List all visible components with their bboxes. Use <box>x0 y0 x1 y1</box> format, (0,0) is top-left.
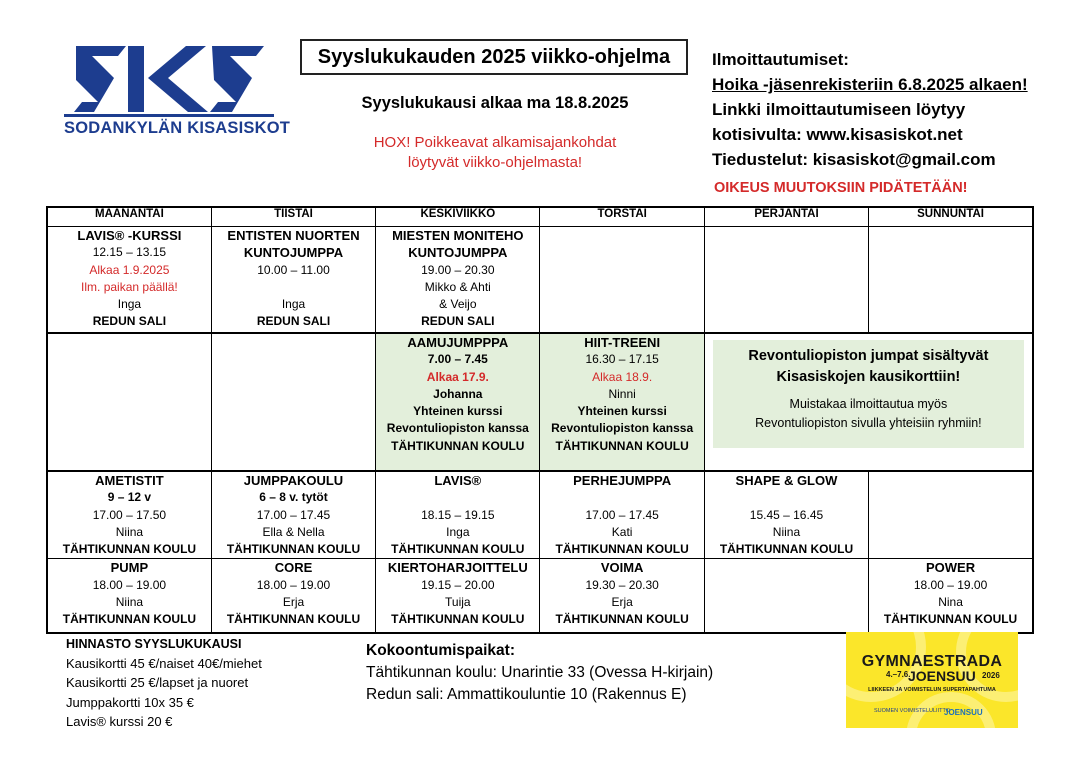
empty-cell <box>47 333 211 471</box>
class-time: 19.30 – 20.30 <box>585 577 659 592</box>
page-title: Syyslukukauden 2025 viikko-ohjelma <box>300 39 688 75</box>
class-place: TÄHTIKUNNAN KOULU <box>391 612 525 627</box>
rights-notice: OIKEUS MUUTOKSIIN PIDÄTETÄÄN! <box>714 180 968 196</box>
class-cell-power <box>869 559 1033 634</box>
promo-note <box>719 395 1018 433</box>
class-name: VOIMA <box>600 560 644 576</box>
class-place: TÄHTIKUNNAN KOULU <box>883 612 1018 627</box>
class-name: POWER <box>926 560 976 576</box>
places-title: Kokoontumispaikat: <box>366 642 515 659</box>
day-header: KESKIVIIKKO <box>376 207 540 227</box>
meeting-places <box>366 640 713 706</box>
class-instructor: Tuija <box>445 595 471 610</box>
class-course: Yhteinen kurssi <box>413 404 503 419</box>
class-cell-ametistit <box>47 471 211 559</box>
class-name: AMETISTIT <box>95 473 164 488</box>
promo-cell <box>704 333 1033 471</box>
day-header: SUNNUNTAI <box>869 207 1033 227</box>
pricing-item: Kausikortti 45 €/naiset 40€/miehet <box>66 656 262 672</box>
gymnaestrada-badge <box>846 632 1018 728</box>
schedule-row <box>47 227 1033 334</box>
pricing-item: Kausikortti 25 €/lapset ja nuoret <box>66 675 249 691</box>
class-name: KIERTOHARJOITTELU <box>387 560 528 576</box>
class-cell-aamujumppa <box>376 333 540 471</box>
class-place: TÄHTIKUNNAN KOULU <box>391 438 525 453</box>
day-header-row <box>47 207 1033 227</box>
weekly-schedule <box>46 206 1034 634</box>
class-instructor: Nina <box>938 595 963 610</box>
class-instructor: Niina <box>115 524 144 539</box>
empty-cell <box>704 227 868 334</box>
class-place: REDUN SALI <box>256 314 331 329</box>
badge-city: JOENSUU <box>908 668 976 684</box>
class-cell-perhejumppa <box>540 471 704 559</box>
class-instructor: Johanna <box>433 386 483 401</box>
class-cell-jumppakoulu <box>211 471 375 559</box>
class-instructor: Erja <box>282 595 305 610</box>
badge-year: 2026 <box>982 671 1000 680</box>
logo-text: SODANKYLÄN KISASISKOT <box>64 119 291 137</box>
class-cell-lavis <box>376 471 540 559</box>
class-place: TÄHTIKUNNAN KOULU <box>226 542 361 557</box>
voimisteluliitto-logo: SUOMEN VOIMISTELULIITTO <box>874 708 950 714</box>
class-instructor: Inga <box>281 297 306 312</box>
registration-info <box>712 47 1072 172</box>
class-course: Yhteinen kurssi <box>577 404 667 419</box>
class-name: AAMUJUMPPPA <box>407 335 509 350</box>
class-course: Revontuliopiston kanssa <box>386 421 529 436</box>
class-name: ENTISTEN NUORTEN <box>227 228 360 243</box>
hox-line: HOX! Poikkeavat alkamisajankohdat <box>373 134 617 151</box>
class-time: 12.15 – 13.15 <box>92 245 167 260</box>
class-time: 19.15 – 20.00 <box>421 577 495 592</box>
class-cell-pump <box>47 559 211 634</box>
website-link[interactable]: kotisivulta: www.kisasiskot.net <box>712 125 963 144</box>
class-instructor: Ella & Nella <box>262 524 325 539</box>
class-place: REDUN SALI <box>92 314 167 329</box>
class-course: Revontuliopiston kanssa <box>551 421 694 436</box>
class-time: 19.00 – 20.30 <box>421 262 495 277</box>
badge-title: GYMNAESTRADA <box>861 653 1003 670</box>
class-instructor: Inga <box>446 524 470 539</box>
class-age: 9 – 12 v <box>107 490 152 505</box>
class-cell-hiit-treeni <box>540 333 704 471</box>
day-header: PERJANTAI <box>704 207 868 227</box>
class-place: TÄHTIKUNNAN KOULU <box>62 542 197 557</box>
class-time: 18.00 – 19.00 <box>256 577 331 592</box>
class-name: PERHEJUMPPA <box>573 473 672 488</box>
class-name: MIESTEN MONITEHO <box>392 228 524 243</box>
class-name: JUMPPAKOULU <box>243 473 344 488</box>
promo-heading: Kisasiskojen kausikorttiin! <box>776 369 961 385</box>
class-cell-kuntojumppa <box>211 227 375 334</box>
class-time: 16.30 – 17.15 <box>585 352 659 367</box>
day-header: MAANANTAI <box>47 207 211 227</box>
empty-cell <box>869 227 1033 334</box>
class-place: REDUN SALI <box>421 314 495 329</box>
class-instructor: Mikko & Ahti <box>424 279 491 294</box>
schedule-row <box>47 471 1033 559</box>
class-instructor: Niina <box>772 524 801 539</box>
registration-heading: Ilmoittautumiset: <box>712 50 849 69</box>
class-cell-kiertoharjoittelu <box>376 559 540 634</box>
class-time: 18.00 – 19.00 <box>913 577 988 592</box>
class-note: Alkaa 1.9.2025 <box>89 262 170 277</box>
class-instructor: & Veijo <box>439 297 477 312</box>
class-time: 17.00 – 17.50 <box>92 507 167 522</box>
class-name: HIIT-TREENI <box>584 335 661 350</box>
class-name: LAVIS® -KURSSI <box>77 228 182 243</box>
class-cell-miesten-moniteho <box>376 227 540 334</box>
empty-cell <box>540 227 704 334</box>
place-item: Redun sali: Ammattikouluntie 10 (Rakennus E) <box>366 686 687 703</box>
class-instructor: Erja <box>611 595 633 610</box>
class-cell-core <box>211 559 375 634</box>
class-time: 17.00 – 17.45 <box>256 507 331 522</box>
pricing-title: HINNASTO SYYSLUKUKAUSI <box>66 637 242 651</box>
class-place: TÄHTIKUNNAN KOULU <box>226 612 361 627</box>
class-place: TÄHTIKUNNAN KOULU <box>555 612 689 627</box>
class-place: TÄHTIKUNNAN KOULU <box>391 542 525 557</box>
pricing-item: Jumppakortti 10x 35 € <box>66 694 194 710</box>
promo-note-line: Revontuliopiston sivulla yhteisiin ryhmiin! <box>755 416 982 430</box>
class-instructor: Ninni <box>608 386 636 401</box>
class-note: Alkaa 17.9. <box>426 369 489 384</box>
class-time: 10.00 – 11.00 <box>257 262 330 277</box>
place-item: Tähtikunnan koulu: Unarintie 33 (Ovessa H-kirjain) <box>366 664 714 681</box>
contact-email[interactable]: Tiedustelut: kisasiskot@gmail.com <box>712 150 996 169</box>
class-note: Alkaa 18.9. <box>592 369 653 384</box>
pricing-section <box>66 635 262 731</box>
class-instructor: Inga <box>117 297 142 312</box>
promo-note-line: Muistakaa ilmoittautua myös <box>789 397 948 411</box>
badge-subtitle: LIIKKEEN JA VOIMISTELUN SUPERTAPAHTUMA <box>868 687 996 693</box>
day-header: TORSTAI <box>540 207 704 227</box>
class-name: PUMP <box>110 560 149 576</box>
class-time: 15.45 – 16.45 <box>749 507 824 522</box>
hox-notice <box>300 133 690 173</box>
pricing-item: Lavis® kurssi 20 € <box>66 713 173 729</box>
class-note: Ilm. paikan päällä! <box>81 279 178 294</box>
class-place: TÄHTIKUNNAN KOULU <box>719 542 854 557</box>
badge-dates: 4.–7.6. <box>886 670 911 679</box>
empty-cell <box>869 471 1033 559</box>
class-name: SHAPE & GLOW <box>735 473 838 488</box>
class-cell-voima <box>540 559 704 634</box>
class-instructor: Kati <box>611 524 633 539</box>
joensuu-logo: JOENSUU <box>944 708 983 717</box>
promo-heading: Revontuliopiston jumpat sisältyvät <box>748 348 989 364</box>
class-instructor: Niina <box>115 595 144 610</box>
class-cell-lavis-kurssi <box>47 227 211 334</box>
class-name: CORE <box>274 560 313 576</box>
empty-cell <box>704 559 868 634</box>
hox-line: löytyvät viikko-ohjelmasta! <box>407 154 583 171</box>
class-place: TÄHTIKUNNAN KOULU <box>62 612 197 627</box>
class-name: KUNTOJUMPPA <box>243 245 344 261</box>
class-age: 6 – 8 v. tytöt <box>259 490 328 505</box>
revontuliopisto-promo <box>713 340 1024 448</box>
class-place: TÄHTIKUNNAN KOULU <box>555 438 689 453</box>
schedule-row <box>47 559 1033 634</box>
class-time: 18.00 – 19.00 <box>92 577 167 592</box>
class-place: TÄHTIKUNNAN KOULU <box>555 542 689 557</box>
class-name: LAVIS® <box>434 473 482 488</box>
day-header: TIISTAI <box>211 207 375 227</box>
season-start: Syyslukukausi alkaa ma 18.8.2025 <box>361 94 629 112</box>
class-time: 17.00 – 17.45 <box>585 507 659 522</box>
schedule-row <box>47 333 1033 471</box>
class-time: 18.15 – 19.15 <box>421 507 495 522</box>
empty-cell <box>211 333 375 471</box>
registration-link-text: Linkki ilmoittautumiseen löytyy <box>712 100 966 119</box>
registration-date: Hoika -jäsenrekisteriin 6.8.2025 alkaen! <box>712 75 1028 94</box>
class-cell-shape-glow <box>704 471 868 559</box>
class-name: KUNTOJUMPPA <box>408 245 508 261</box>
class-time: 7.00 – 7.45 <box>427 352 488 367</box>
